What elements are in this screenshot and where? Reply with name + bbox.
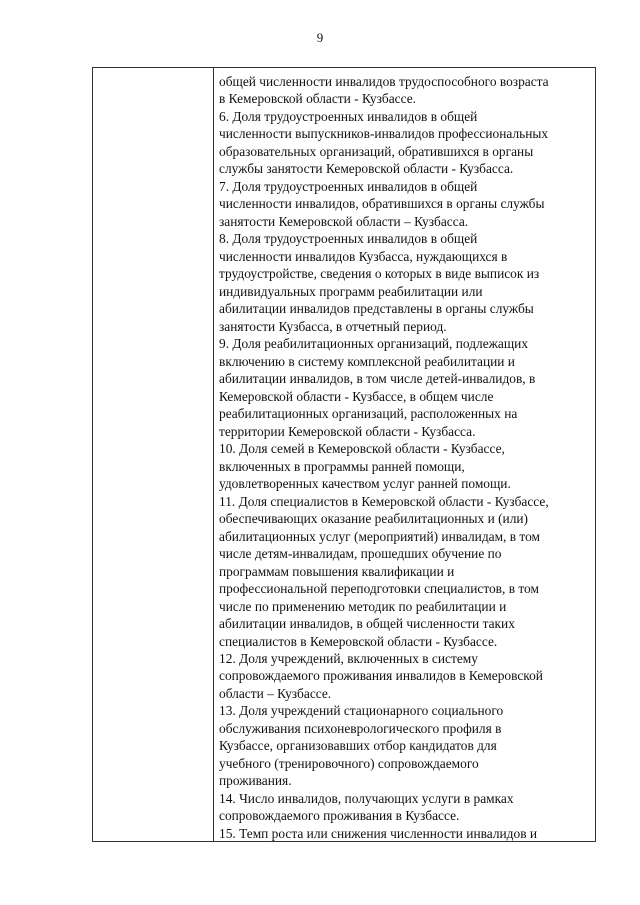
- text-line: сопровождаемого проживания инвалидов в Кемеровской: [219, 668, 543, 684]
- text-line: специалистов в Кемеровской области - Кузбассе.: [219, 633, 498, 649]
- text-line: занятости Кемеровской области – Кузбасса.: [219, 213, 469, 229]
- text-line: профессиональной переподготовки специалистов, в том: [219, 581, 539, 597]
- table-right-cell: [214, 68, 595, 841]
- text-line: включенных в программы ранней помощи,: [219, 458, 465, 474]
- page-number: 9: [316, 30, 324, 45]
- text-line: 9. Доля реабилитационных организаций, подлежащих: [219, 336, 529, 352]
- text-line: 12. Доля учреждений, включенных в систему: [219, 650, 478, 666]
- text-line: территории Кемеровской области - Кузбасса.: [219, 423, 476, 439]
- text-line: числе по применению методик по реабилитации и: [219, 598, 507, 614]
- text-line: 11. Доля специалистов в Кемеровской области - Кузбассе,: [219, 493, 549, 509]
- text-line: числе детям-инвалидам, прошедших обучение по: [219, 546, 502, 562]
- text-line: 15. Темп роста или снижения численности инвалидов и: [219, 825, 538, 841]
- text-line: образовательных организаций, обратившихся в органы: [219, 143, 534, 159]
- text-line: абилитации инвалидов, в том числе детей-инвалидов, в: [219, 371, 536, 387]
- text-line: общей численности инвалидов трудоспособного возраста: [219, 74, 549, 89]
- text-line: реабилитационных организаций, расположенных на: [219, 406, 518, 422]
- text-line: удовлетворенных качеством услуг ранней помощи.: [219, 476, 511, 492]
- text-line: сопровождаемого проживания в Кузбассе.: [219, 808, 460, 824]
- text-line: проживания.: [219, 773, 292, 789]
- text-line: численности выпускников-инвалидов профессиональных: [219, 126, 549, 142]
- text-line: обслуживания психоневрологического профиля в: [219, 720, 502, 736]
- text-line: обеспечивающих оказание реабилитационных и (или): [219, 511, 529, 527]
- text-line: абилитации инвалидов представлены в органы службы: [219, 301, 534, 317]
- text-line: включению в систему комплексной реабилитации и: [219, 353, 515, 369]
- text-line: трудоустройстве, сведения о которых в виде выписок из: [219, 266, 540, 282]
- text-line: численности инвалидов Кузбасса, нуждающихся в: [219, 248, 508, 264]
- text-line: занятости Кузбасса, в отчетный период.: [219, 318, 447, 334]
- text-line: службы занятости Кемеровской области - Кузбасса.: [219, 161, 514, 177]
- text-line: 8. Доля трудоустроенных инвалидов в общей: [219, 231, 478, 247]
- text-line: области – Кузбассе.: [219, 685, 332, 701]
- text-line: 14. Число инвалидов, получающих услуги в рамках: [219, 790, 514, 806]
- text-line: 6. Доля трудоустроенных инвалидов в общей: [219, 108, 478, 124]
- table-left-cell: [93, 68, 214, 841]
- text-line: индивидуальных программ реабилитации или: [219, 283, 483, 299]
- text-line: Кемеровской области - Кузбассе, в общем числе: [219, 388, 494, 404]
- text-line: 7. Доля трудоустроенных инвалидов в общей: [219, 178, 478, 194]
- text-line: 10. Доля семей в Кемеровской области - Кузбассе,: [219, 441, 505, 457]
- text-line: программам повышения квалификации и: [219, 563, 455, 579]
- text-line: в Кемеровской области - Кузбассе.: [219, 91, 416, 107]
- text-line: абилитационных услуг (мероприятий) инвалидам, в том: [219, 528, 541, 544]
- indicator-table: [92, 67, 596, 842]
- text-line: абилитации инвалидов, в общей численности таких: [219, 616, 515, 632]
- text-line: 13. Доля учреждений стационарного социального: [219, 703, 504, 719]
- text-line: численности инвалидов, обратившихся в органы службы: [219, 196, 545, 212]
- text-line: Кузбассе, организовавших отбор кандидатов для: [219, 738, 497, 754]
- text-line: учебного (тренировочного) сопровождаемого: [219, 755, 479, 771]
